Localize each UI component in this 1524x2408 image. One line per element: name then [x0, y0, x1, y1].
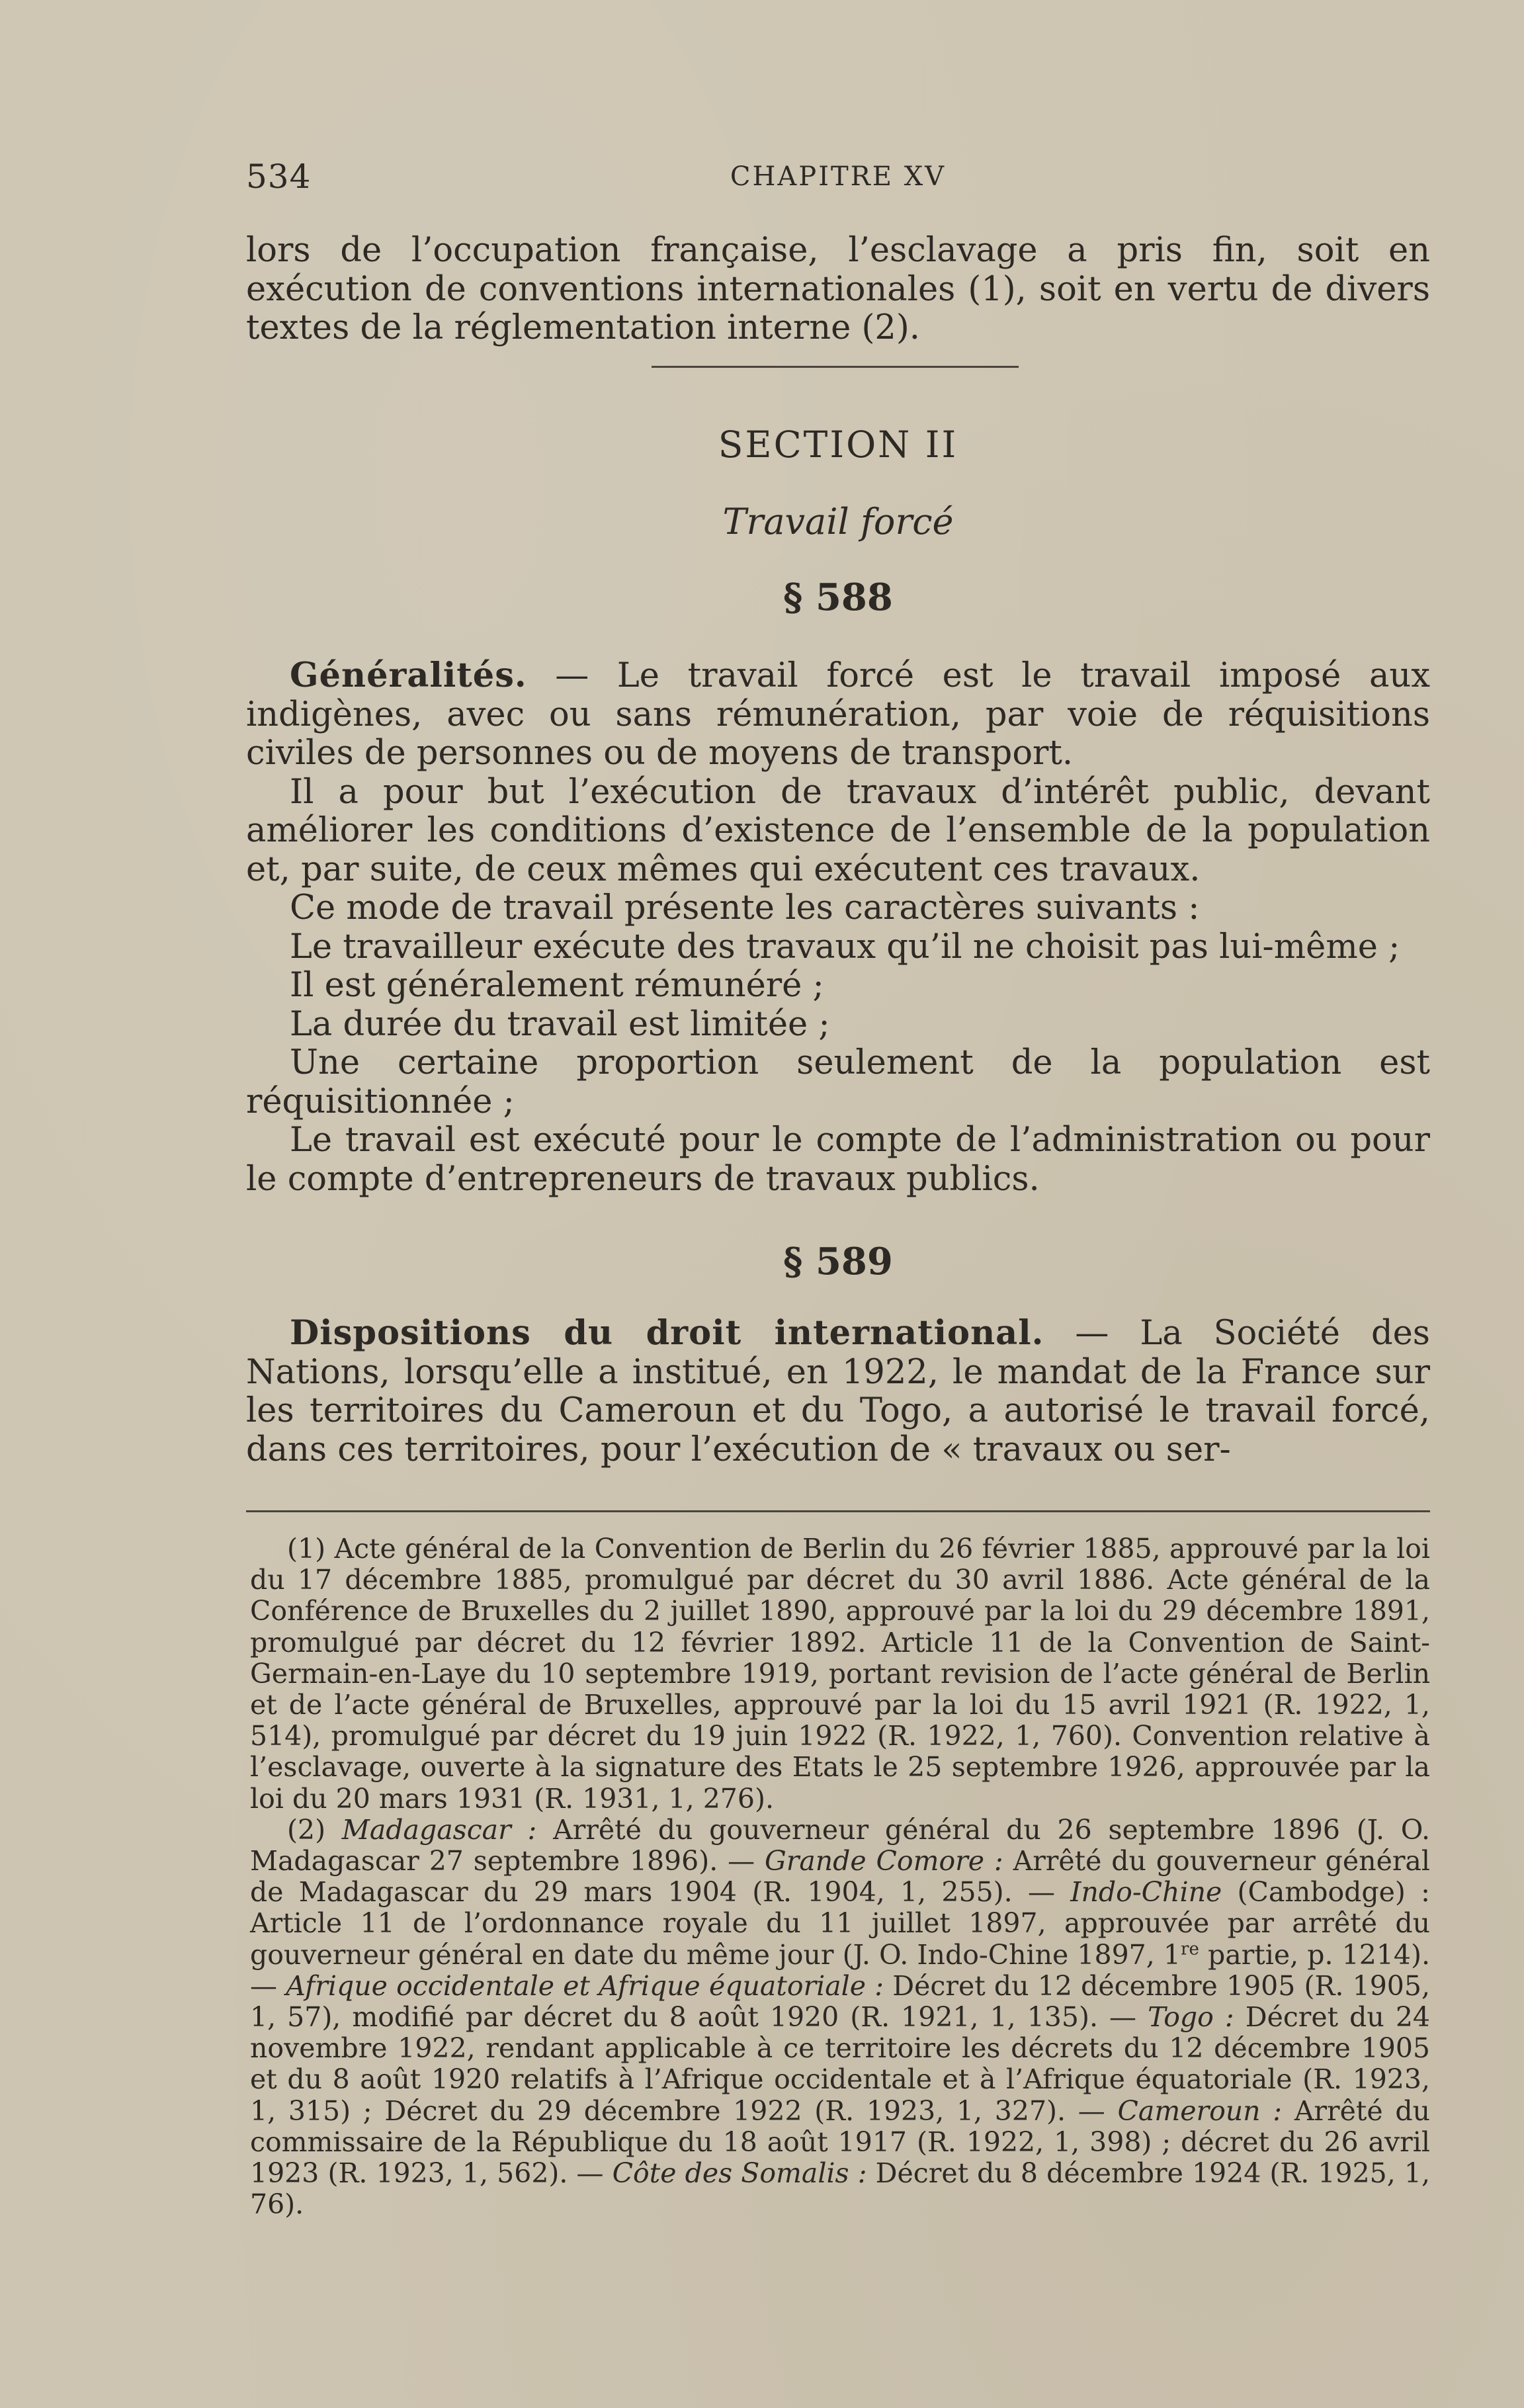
fn2-part: Décret du 12 décembre 1905 (R. 1905, 1, 57), modifié par décret du 8 août 1920 (R. 1921, 1, 135). — [250, 1969, 1430, 2034]
p588-text-4: Il est généralement rémunéré ; [290, 966, 824, 1005]
fn2-part: Décret du 24 novembre 1922, rendant applicable à ce territoire les décrets du 12 décembre 1905 et du 8 août 1920 relatifs à l’Afrique occidentale et à l’Afrique équatoriale (R. 1923, 1, 315) ; Décret du 29 décembre 1922 (R. 1923, 1, 327). — [250, 2001, 1431, 2127]
fn2-part: Arrêté du gouverneur général de Madagascar du 29 mars 1904 (R. 1904, 1, 255). — [250, 1845, 1430, 1909]
p588-lead: Généralités. [290, 656, 527, 695]
paragraph-589 [246, 1314, 1430, 1469]
fn2-part: (2) [287, 1813, 342, 1846]
page-number: 534 [246, 157, 312, 196]
fn2-part: partie, p. 1214). — [250, 1938, 1431, 2002]
p588-text-7: Le travail est exécuté pour le compte de l’administration ou pour le compte d’entrepreneurs de travaux publics. [246, 1121, 1430, 1199]
fn2-somalis: Côte des Somalis : [612, 2157, 867, 2190]
paragraph-588 [246, 656, 1430, 1199]
fn2-part: Arrêté du gouverneur général du 26 septembre 1896 (J. O. Madagascar 27 septembre 1896). — [250, 1813, 1431, 1877]
intro-paragraph [246, 232, 1430, 348]
fn2-togo: Togo : [1148, 2001, 1234, 2034]
p588-text-0: — Le travail forcé est le travail imposé aux indigènes, avec ou sans rémunération, par voie de réquisitions civiles de personnes ou de moyens de transport. [246, 656, 1430, 773]
page-header [246, 157, 1430, 204]
p588-text-2: Ce mode de travail présente les caractères suivants : [290, 888, 1200, 927]
p588-text-6: Une certaine proportion seulement de la population est réquisitionnée ; [246, 1043, 1430, 1121]
paragraph-number-589: § 589 [783, 1240, 893, 1283]
paragraph-number-588: § 588 [783, 576, 893, 619]
p589-text: — La Société des Nations, lorsqu’elle a institué, en 1922, le mandat de la France sur les territoires du Cameroun et du Togo, a autorisé le travail forcé, dans ces territoires, pour l’exécution de « travaux ou ser- [246, 1314, 1430, 1469]
running-head: CHAPITRE XV [730, 161, 947, 192]
fn2-indochine: Indo-Chine [1070, 1876, 1222, 1909]
footnote-1: (1) Acte général de la Convention de Berlin du 26 février 1885, approuvé par la loi du 17 décembre 1885, promulgué par décret du 30 avril 1886. Acte général de la Conférence de Bruxelles du 2 juillet 1890, approuvé par la loi du 29 décembre 1891, promulgué par décret du 12 février 1892. Article 11 de la Convention de Saint-Germain-en-Laye du 10 septembre 1919, portant revision de l’acte général de Berlin et de l’acte général de Bruxelles, approuvé par la loi du 15 avril 1921 (R. 1922, 1, 514), promulgué par décret du 19 juin 1922 (R. 1922, 1, 760). Convention relative à l’esclavage, ouverte à la signature des Etats le 25 septembre 1926, approuvée par la loi du 20 mars 1931 (R. 1931, 1, 276). [250, 1533, 1430, 1815]
footnote-2 [250, 1815, 1430, 2221]
fn2-cameroun: Cameroun : [1117, 2094, 1283, 2127]
fn2-part: (Cambodge) : Article 11 de l’ordonnance royale du 11 juillet 1897, approuvée par arrêté du gouverneur général en date du même jour (J. O. Indo-Chine 1897, 1 [250, 1876, 1430, 1971]
fn2-grande-comore: Grande Comore : [764, 1845, 1003, 1877]
section-subtitle: Travail forcé [722, 501, 954, 542]
section-divider [652, 366, 1019, 368]
fn2-part: Arrêté du commissaire de la République du 18 août 1917 (R. 1922, 1, 398) ; décret du 26 avril 1923 (R. 1923, 1, 562). — [250, 2094, 1431, 2190]
p589-lead: Dispositions du droit international. [290, 1313, 1044, 1353]
intro-text: lors de l’occupation française, l’esclavage a pris fin, soit en exécution de conventions internationales (1), soit en vertu de divers textes de la réglementation interne (2). [246, 231, 1430, 347]
fn2-madagascar: Madagascar : [341, 1813, 537, 1846]
p588-text-5: La durée du travail est limitée ; [290, 1004, 830, 1044]
fn2-afrique: Afrique occidentale et Afrique équatoriale : [286, 1969, 884, 2002]
p588-first [246, 656, 1430, 773]
section-title: SECTION II [718, 423, 958, 466]
p588-text-1: Il a pour but l’exécution de travaux d’intérêt public, devant améliorer les conditions d’existence de l’ensemble de la population et, par suite, de ceux mêmes qui exécutent ces travaux. [246, 772, 1430, 889]
footnote-separator [246, 1510, 1430, 1512]
footnotes [250, 1533, 1430, 2220]
p588-text-3: Le travailleur exécute des travaux qu’il ne choisit pas lui-même ; [290, 927, 1400, 967]
fn2-superscript: re [1181, 1938, 1199, 1959]
fn2-part: Décret du 8 décembre 1924 (R. 1925, 1, 76). [250, 2157, 1431, 2221]
p589-first [246, 1314, 1430, 1469]
